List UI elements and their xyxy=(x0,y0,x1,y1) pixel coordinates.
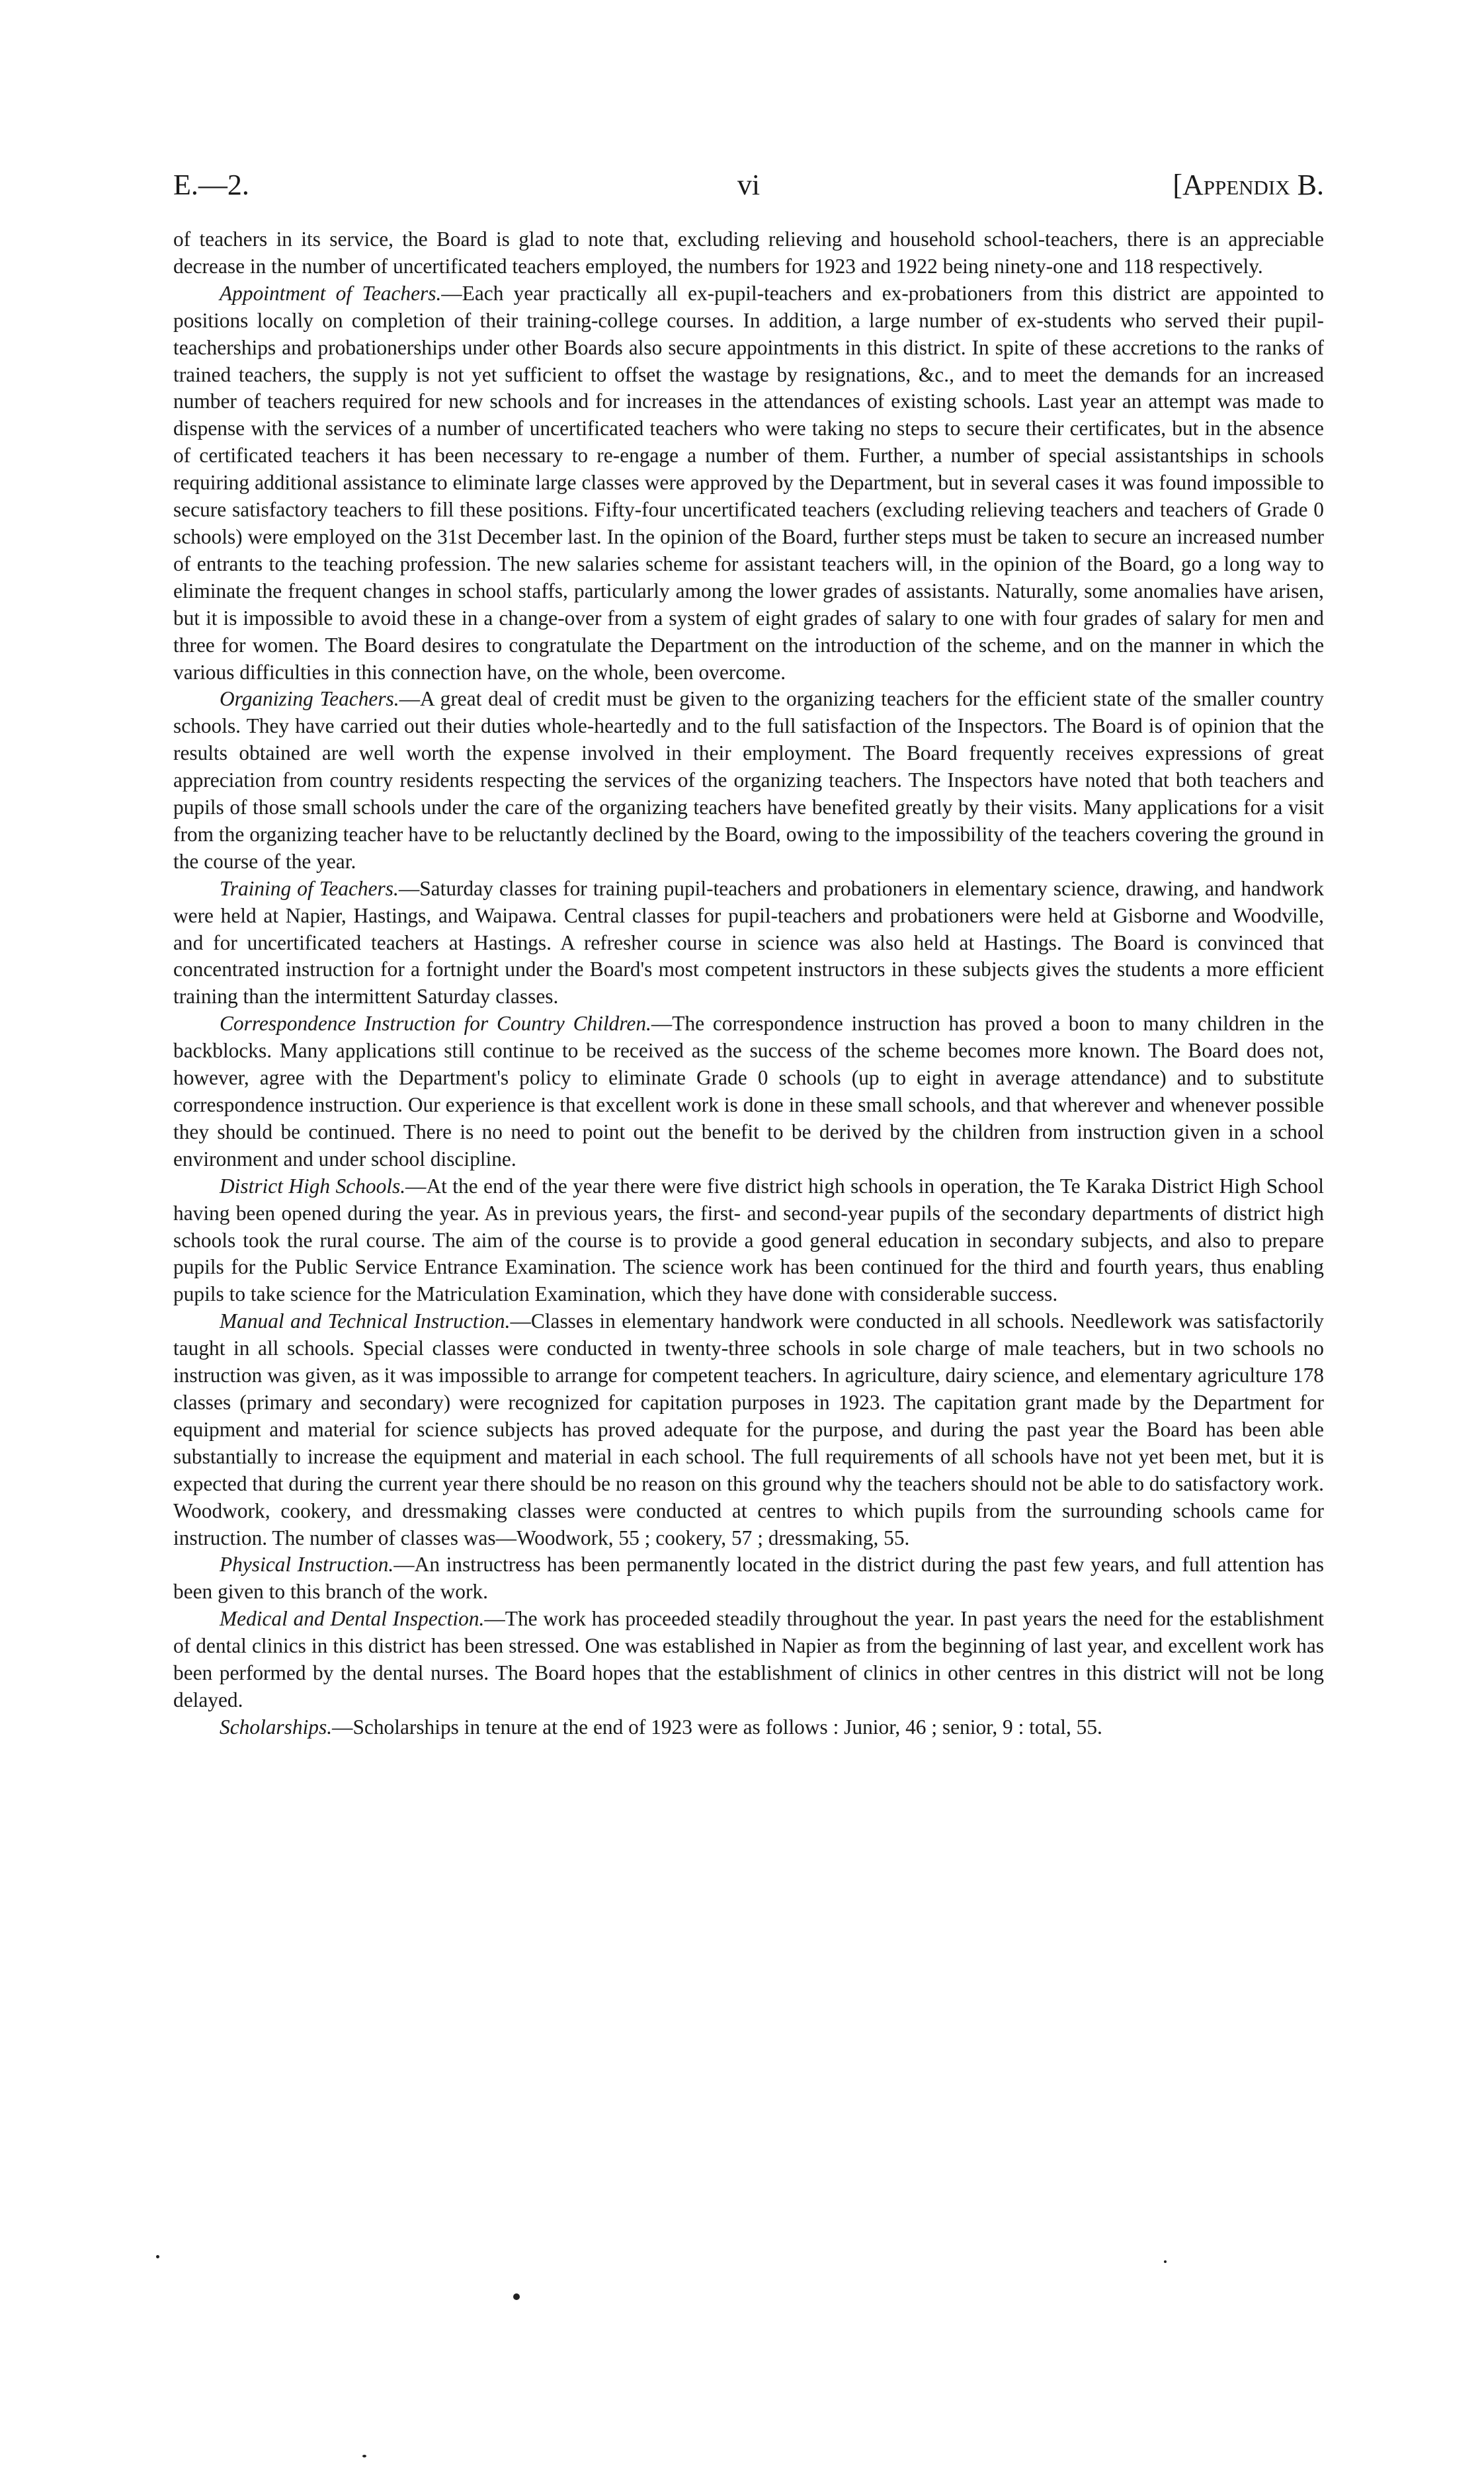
report-body xyxy=(173,226,1324,1741)
paragraph-medical-dental-inspection: Medical and Dental Inspection.—The work has proceeded steadily throughout the year. In past years the need for the establishment of dental clinics in this district has been stressed. One was established in Napier as from the beginning of last year, and excellent work has been performed by the dental nurses. The Board hopes that the establishment of clinics in other centres in this district will not be long delayed. xyxy=(173,1607,1324,1711)
section-heading: Scholarships. xyxy=(220,1715,333,1739)
report-code: E.—2. xyxy=(173,169,249,201)
section-heading: Appointment of Teachers. xyxy=(220,281,442,305)
section-heading: Medical and Dental Inspection. xyxy=(220,1607,485,1631)
page-header xyxy=(173,165,1324,212)
appendix-label: [Appendix B. xyxy=(1173,169,1324,201)
paragraph-correspondence-instruction: Correspondence Instruction for Country Children.—The correspondence instruction has proved a boon to many children in the backblocks. Many applications still continue to be received as the success of the scheme becomes more known. The Board does not, however, agree with the Department's policy to eliminate Grade 0 schools (up to eight in average attendance) and to substitute correspondence instruction. Our experience is that excellent work is done in these small schools, and that wherever and whenever possible they should be continued. There is no need to point out the benefit to be derived by the children from instruction given in a school environment and under school discipline. xyxy=(173,1012,1324,1171)
document-page xyxy=(173,165,1324,1741)
section-heading: Training of Teachers. xyxy=(220,876,399,900)
scan-speck xyxy=(1164,2260,1167,2263)
paragraph-appointment-of-teachers: Appointment of Teachers.—Each year practically all ex-pupil-teachers and ex-probationers from this district are appointed to positions locally on completion of their training-college courses. In addition, a large number of ex-students who served their pupil-teacherships and probationerships under other Boards also secure appointments in this district. In spite of these accretions to the ranks of trained teachers, the supply is not yet sufficient to offset the wastage by resignations, &c., and to meet the demands for an increased number of teachers required for new schools and for increases in the attendances of existing schools. Last year an attempt was made to dispense with the services of a number of uncertificated teachers who were taking no steps to secure their certificates, but in the absence of certificated teachers it has been necessary to re-engage a number of them. Further, a number of special assistantships in schools requiring additional assistance to eliminate large classes were approved by the Department, but in several cases it was found impossible to secure satisfactory teachers to fill these positions. Fifty-four uncertificated teachers (excluding relieving teachers and teachers of Grade 0 schools) were employed on the 31st December last. In the opinion of the Board, further steps must be taken to secure an increased number of entrants to the teaching profession. The new salaries scheme for assistant teachers will, in the opinion of the Board, go a long way to eliminate the frequent changes in school staffs, particularly among the lower grades of assistants. Naturally, some anomalies have arisen, but it is impossible to avoid these in a change-over from a system of eight grades of salary to one with four grades of salary for men and three for women. The Board desires to congratulate the Department on the introduction of the scheme, and on the manner in which the various difficulties in this connection have, on the whole, been overcome. xyxy=(173,281,1324,684)
section-heading: Manual and Technical Instruction. xyxy=(220,1309,511,1333)
paragraph-training-of-teachers: Training of Teachers.—Saturday classes for training pupil-teachers and probationers in elementary science, drawing, and handwork were held at Napier, Hastings, and Waipawa. Central classes for pupil-teachers and probationers were held at Gisborne and Woodville, and for uncertificated teachers at Hastings. A refresher course in science was also held at Hastings. The Board is convinced that concentrated instruction for a fortnight under the Board's most competent instructors in these subjects gives the students a more efficient training than the intermittent Saturday classes. xyxy=(173,876,1324,1008)
paragraph-continuation: of teachers in its service, the Board is glad to note that, excluding relieving and household school-teachers, there is an appreciable decrease in the number of uncertificated teachers employed, the numbers for 1923 and 1922 being ninety-one and 118 respectively. xyxy=(173,227,1324,278)
scan-speck xyxy=(362,2455,366,2457)
section-heading: Organizing Teachers. xyxy=(220,687,399,711)
page-number: vi xyxy=(737,169,761,201)
section-heading: District High Schools. xyxy=(220,1174,406,1198)
section-heading: Correspondence Instruction for Country Children. xyxy=(220,1012,651,1036)
section-heading: Physical Instruction. xyxy=(220,1553,394,1577)
paragraph-district-high-schools: District High Schools.—At the end of the year there were five district high schools in operation, the Te Karaka District High School having been opened during the year. As in previous years, the first- and second-year pupils of the secondary departments of district high schools took the rural course. The aim of the course is to provide a good general education in secondary subjects, and also to prepare pupils for the Public Service Entrance Examination. The science work has been continued for the third and fourth years, thus enabling pupils to take science for the Matriculation Examination, which they have done with considerable success. xyxy=(173,1174,1324,1306)
scan-speck xyxy=(513,2293,520,2300)
paragraph-scholarships: Scholarships.—Scholarships in tenure at the end of 1923 were as follows : Junior, 46 ; senior, 9 : total, 55. xyxy=(220,1715,1102,1739)
paragraph-organizing-teachers: Organizing Teachers.—A great deal of credit must be given to the organizing teachers for the efficient state of the smaller country schools. They have carried out their duties whole-heartedly and to the full satisfaction of the Inspectors. The Board is of opinion that the results obtained are well worth the expense involved in their employment. The Board frequently receives expressions of great appreciation from country residents respecting the services of the organizing teachers. The Inspectors have noted that both teachers and pupils of those small schools under the care of the organizing teachers have benefited greatly by their visits. Many applications for a visit from the organizing teacher have to be reluctantly declined by the Board, owing to the impossibility of the teachers covering the ground in the course of the year. xyxy=(173,687,1325,873)
scan-speck xyxy=(156,2255,159,2258)
paragraph-physical-instruction: Physical Instruction.—An instructress has been permanently located in the district during the past few years, and full attention has been given to this branch of the work. xyxy=(173,1553,1324,1604)
paragraph-manual-technical-instruction: Manual and Technical Instruction.—Classes in elementary handwork were conducted in all schools. Needlework was satisfactorily taught in all schools. Special classes were conducted in twenty-three schools in sole charge of male teachers, but in two schools no instruction was given, as it was impossible to arrange for competent teachers. In agriculture, dairy science, and elementary agriculture 178 classes (primary and secondary) were recognized for capitation purposes in 1923. The capitation grant made by the Department for equipment and material for science subjects has proved adequate for the purpose, and during the past year the Board has been able substantially to increase the equipment and material in each school. The full requirements of all schools have not yet been met, but it is expected that during the current year there should be no reason on this ground why the teachers should not be able to do satisfactory work. Woodwork, cookery, and dressmaking classes were conducted at centres to which pupils from the surrounding schools came for instruction. The number of classes was—Woodwork, 55 ; cookery, 57 ; dressmaking, 55. xyxy=(173,1309,1324,1549)
